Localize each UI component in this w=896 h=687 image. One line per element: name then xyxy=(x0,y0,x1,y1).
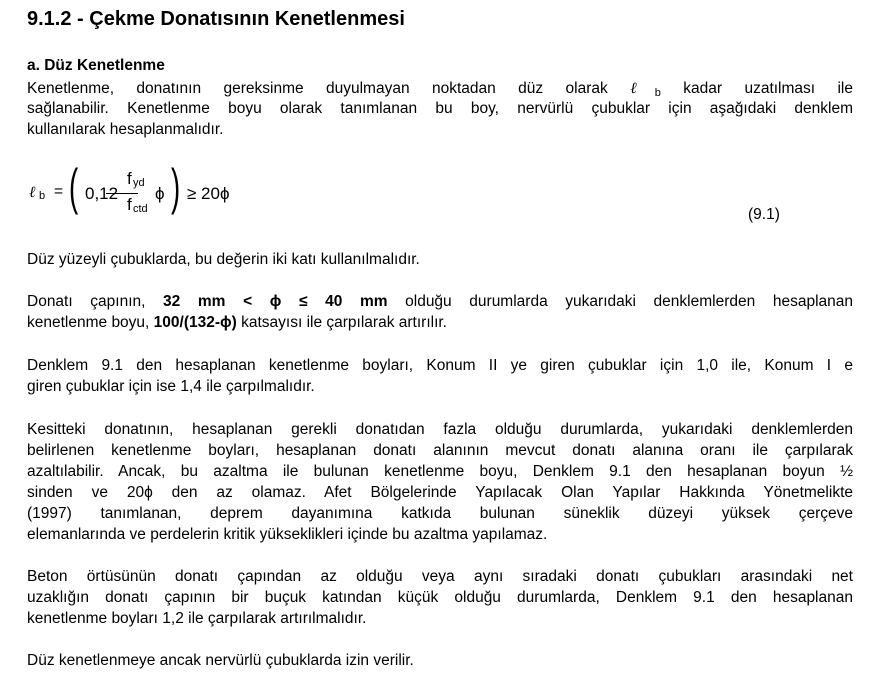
intro-line-1: Kenetlenme, donatının gereksinme duyulmayan noktadan düz olarak ℓb kadar uzatılması ile xyxy=(27,79,853,99)
paragraph-4-line: belirlenen kenetlenme boyları, hesaplanan donatı alanının mevcut donatı alanına oranı ile çarpılarak xyxy=(27,442,853,459)
paragraph-4-line: azaltılabilir. Ancak, bu azaltma ile bulunan kenetlenme boyu, Denklem 9.1 den hesaplanan boyun ½ xyxy=(27,463,853,480)
equation-9-1: ℓ b = ( 0,12 f yd f ctd ϕ ) ≥ 20ϕ xyxy=(29,159,230,215)
paragraph-1: Düz yüzeyli çubuklarda, bu değerin iki katı kullanılmalıdır. xyxy=(27,251,420,268)
paragraph-4-line: Kesitteki donatının, hesaplanan gerekli donatıdan fazla olduğu durumlarda, yukarıdaki denklemlerden xyxy=(27,421,853,438)
paragraph-5-line: uzaklığın donatı çapının bir buçuk katından küçük olduğu durumlarda, Denklem 9.1 den hesaplanan xyxy=(27,589,853,606)
intro-line-3: kullanılarak hesaplanmalıdır. xyxy=(27,121,224,138)
subsection-title: a. Düz Kenetlenme xyxy=(27,57,165,74)
paragraph-6: Düz kenetlenmeye ancak nervürlü çubuklarda izin verilir. xyxy=(27,652,414,669)
paragraph-4-line: sinden ve 20ϕ den az olamaz. Afet Bölgelerinde Yapılacak Olan Yapılar Hakkında Yönetmelikte xyxy=(27,484,853,501)
paragraph-2-line-2: kenetlenme boyu, 100/(132-ϕ) katsayısı ile çarpılarak artırılır. xyxy=(27,314,447,331)
section-title: 9.1.2 - Çekme Donatısının Kenetlenmesi xyxy=(27,8,405,30)
anchorage-length-symbol: ℓ xyxy=(630,79,655,97)
paragraph-4-line: elemanlarında ve perdelerin kritik yükseklikleri içinde bu azaltma yapılamaz. xyxy=(27,526,548,543)
paragraph-3-line: giren çubuklar için ise 1,4 ile çarpılmalıdır. xyxy=(27,378,315,395)
paragraph-5-line: Beton örtüsünün donatı çapından az olduğu veya aynı sıradaki donatı çubukları arasındaki net xyxy=(27,568,853,585)
paragraph-5-line: kenetlenme boyları 1,2 ile çarpılarak artırılmalıdır. xyxy=(27,610,367,627)
paragraph-2-line-1: Donatı çapının, 32 mm < ϕ ≤ 40 mm olduğu durumlarda yukarıdaki denklemlerden hesaplanan xyxy=(27,293,853,310)
intro-line-2: sağlanabilir. Kenetlenme boyu olarak tanımlanan bu boy, nervürlü çubuklar için aşağıdaki denklem xyxy=(27,100,853,117)
paragraph-4-line: (1997) tanımlanan, deprem dayanımına katkıda bulunan süneklik düzeyi yüksek çerçeve xyxy=(27,505,853,522)
paragraph-3-line: Denklem 9.1 den hesaplanan kenetlenme boyları, Konum II ye giren çubuklar için 1,0 ile, Konum I e xyxy=(27,357,853,374)
fraction-bar xyxy=(106,193,138,194)
equation-number: (9.1) xyxy=(748,206,780,223)
